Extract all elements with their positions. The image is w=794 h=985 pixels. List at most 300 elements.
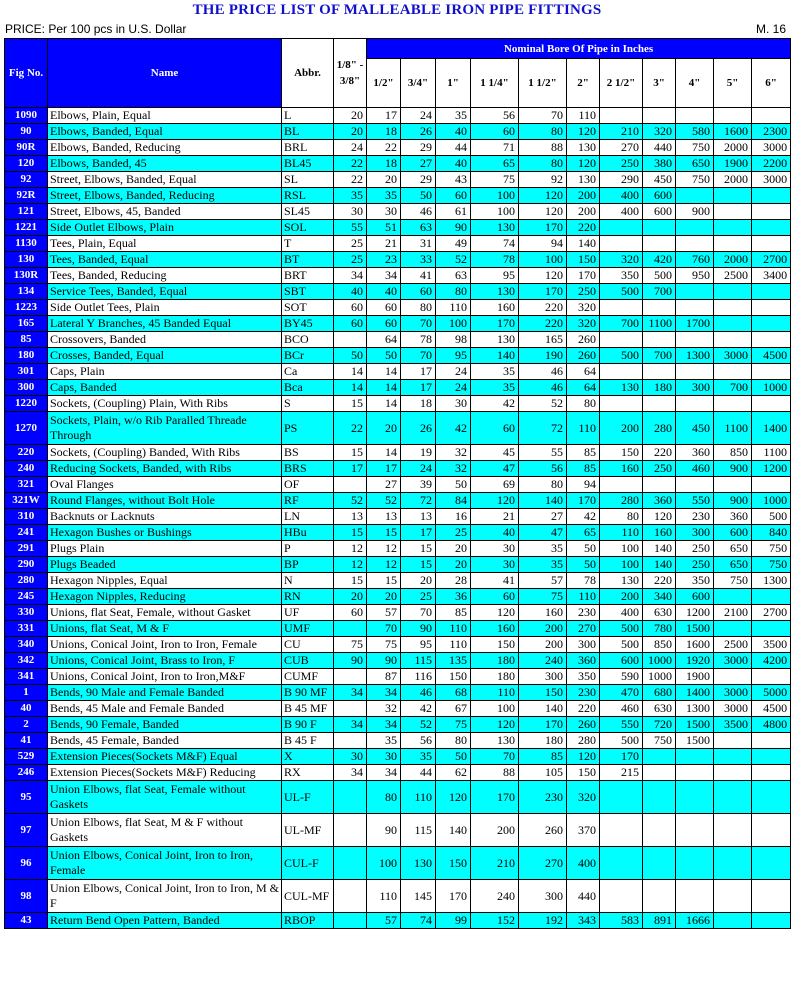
- price-cell: 46: [401, 685, 436, 701]
- price-cell: 170: [519, 717, 567, 733]
- price-cell: 230: [676, 509, 714, 525]
- table-row: [5, 653, 791, 669]
- price-cell: 1500: [676, 621, 714, 637]
- price-cell: 23: [367, 252, 401, 268]
- price-cell: [676, 220, 714, 236]
- price-cell: 170: [471, 316, 519, 332]
- header-size: 3/4": [401, 59, 436, 108]
- price-cell: 30: [367, 204, 401, 220]
- abbreviation: L: [282, 108, 334, 124]
- header-name: Name: [48, 39, 282, 108]
- price-cell: 120: [567, 749, 600, 765]
- price-cell: 80: [519, 156, 567, 172]
- fitting-name: Backnuts or Lacknuts: [48, 509, 282, 525]
- price-cell: 56: [471, 108, 519, 124]
- header-size: 5": [714, 59, 752, 108]
- table-row: [5, 669, 791, 685]
- price-cell: 1666: [676, 913, 714, 929]
- fitting-name: Unions, flat Seat, M & F: [48, 621, 282, 637]
- price-cell: 26: [401, 124, 436, 140]
- fitting-name: Union Elbows, Conical Joint, Iron to Iron, M & F: [48, 880, 282, 913]
- price-cell: 130: [567, 172, 600, 188]
- price-cell: 35: [367, 733, 401, 749]
- price-cell: [752, 814, 791, 847]
- price-cell: 20: [401, 573, 436, 589]
- price-cell: 1200: [752, 461, 791, 477]
- price-cell: 85: [567, 461, 600, 477]
- price-cell: 2700: [752, 605, 791, 621]
- price-cell: 600: [600, 653, 643, 669]
- price-cell: 650: [714, 557, 752, 573]
- price-cell: 15: [401, 557, 436, 573]
- fitting-name: Round Flanges, without Bolt Hole: [48, 493, 282, 509]
- price-cell: [752, 364, 791, 380]
- price-cell: 50: [401, 188, 436, 204]
- price-cell: 41: [401, 268, 436, 284]
- price-cell: 120: [567, 156, 600, 172]
- price-cell: 40: [436, 124, 471, 140]
- fig-number: 340: [5, 637, 48, 653]
- price-cell: 21: [367, 236, 401, 252]
- price-cell: 400: [600, 204, 643, 220]
- fig-number: 1221: [5, 220, 48, 236]
- header-size: 2 1/2": [600, 59, 643, 108]
- price-cell: 17: [367, 461, 401, 477]
- price-cell: 120: [519, 188, 567, 204]
- abbreviation: BL: [282, 124, 334, 140]
- abbreviation: CUL-F: [282, 847, 334, 880]
- fig-number: 529: [5, 749, 48, 765]
- table-row: [5, 156, 791, 172]
- price-cell: 75: [436, 717, 471, 733]
- fitting-name: Street, Elbows, Banded, Equal: [48, 172, 282, 188]
- price-cell: 15: [401, 541, 436, 557]
- price-cell: 130: [471, 284, 519, 300]
- price-cell: 180: [643, 380, 676, 396]
- abbreviation: Ca: [282, 364, 334, 380]
- price-cell: 17: [367, 108, 401, 124]
- fitting-name: Side Outlet Tees, Plain: [48, 300, 282, 316]
- price-cell: 440: [643, 140, 676, 156]
- price-cell: 51: [367, 220, 401, 236]
- price-cell: 343: [567, 913, 600, 929]
- price-cell: 85: [436, 605, 471, 621]
- table-row: [5, 717, 791, 733]
- price-cell: 320: [643, 124, 676, 140]
- fig-number: 330: [5, 605, 48, 621]
- price-cell: 891: [643, 913, 676, 929]
- price-cell: 72: [401, 493, 436, 509]
- price-cell: 14: [367, 380, 401, 396]
- price-cell: 145: [401, 880, 436, 913]
- price-cell: [643, 220, 676, 236]
- price-cell: [752, 669, 791, 685]
- price-cell: 12: [334, 557, 367, 573]
- table-row: [5, 637, 791, 653]
- price-cell: 88: [471, 765, 519, 781]
- price-cell: 70: [401, 316, 436, 332]
- abbreviation: CUB: [282, 653, 334, 669]
- price-cell: 200: [567, 188, 600, 204]
- price-cell: 360: [714, 509, 752, 525]
- price-cell: 100: [519, 252, 567, 268]
- price-cell: 2700: [752, 252, 791, 268]
- price-cell: 270: [567, 621, 600, 637]
- price-cell: 65: [567, 525, 600, 541]
- fig-number: 331: [5, 621, 48, 637]
- fig-number: 245: [5, 589, 48, 605]
- header-size: 6": [752, 59, 791, 108]
- price-cell: 99: [436, 913, 471, 929]
- price-cell: 15: [334, 396, 367, 412]
- price-cell: 35: [519, 541, 567, 557]
- table-row: [5, 124, 791, 140]
- price-cell: 80: [567, 396, 600, 412]
- price-cell: 44: [436, 140, 471, 156]
- fitting-name: Hexagon Nipples, Equal: [48, 573, 282, 589]
- price-cell: 110: [471, 685, 519, 701]
- price-cell: 60: [401, 284, 436, 300]
- price-cell: 600: [714, 525, 752, 541]
- price-cell: 33: [401, 252, 436, 268]
- price-cell: 105: [519, 765, 567, 781]
- price-cell: 3500: [752, 637, 791, 653]
- price-cell: [600, 814, 643, 847]
- price-cell: 580: [676, 124, 714, 140]
- price-table-body: [5, 108, 791, 929]
- abbreviation: BCr: [282, 348, 334, 364]
- price-cell: 90: [367, 814, 401, 847]
- price-cell: 116: [401, 669, 436, 685]
- price-cell: [643, 765, 676, 781]
- price-cell: 17: [401, 364, 436, 380]
- price-cell: [334, 781, 367, 814]
- price-cell: [714, 880, 752, 913]
- price-cell: 60: [471, 589, 519, 605]
- price-cell: [676, 749, 714, 765]
- price-cell: 700: [643, 284, 676, 300]
- price-cell: 170: [567, 493, 600, 509]
- price-cell: 150: [436, 669, 471, 685]
- price-cell: 13: [334, 509, 367, 525]
- price-cell: 34: [334, 765, 367, 781]
- price-cell: 750: [676, 172, 714, 188]
- price-cell: 1500: [676, 717, 714, 733]
- price-cell: [714, 749, 752, 765]
- abbreviation: UL-MF: [282, 814, 334, 847]
- price-cell: 26: [401, 412, 436, 445]
- price-cell: [600, 781, 643, 814]
- table-row: [5, 412, 791, 445]
- fitting-name: Extension Pieces(Sockets M&F) Reducing: [48, 765, 282, 781]
- price-cell: 64: [567, 364, 600, 380]
- price-cell: 22: [367, 140, 401, 156]
- price-cell: [752, 733, 791, 749]
- page-title: THE PRICE LIST OF MALLEABLE IRON PIPE FITTINGS: [192, 2, 602, 18]
- price-cell: 650: [714, 541, 752, 557]
- table-row: [5, 765, 791, 781]
- price-cell: 150: [471, 637, 519, 653]
- table-row: [5, 172, 791, 188]
- abbreviation: BP: [282, 557, 334, 573]
- price-cell: 1900: [676, 669, 714, 685]
- price-cell: 160: [519, 605, 567, 621]
- price-cell: 60: [367, 316, 401, 332]
- fig-number: 240: [5, 461, 48, 477]
- price-cell: 80: [519, 477, 567, 493]
- price-cell: 30: [334, 204, 367, 220]
- price-cell: 12: [367, 541, 401, 557]
- price-cell: 35: [401, 749, 436, 765]
- price-cell: 2100: [714, 605, 752, 621]
- price-cell: 15: [334, 525, 367, 541]
- price-cell: 460: [676, 461, 714, 477]
- price-cell: [752, 300, 791, 316]
- price-cell: 100: [367, 847, 401, 880]
- price-cell: [714, 188, 752, 204]
- price-cell: 130: [567, 140, 600, 156]
- fitting-name: Extension Pieces(Sockets M&F) Equal: [48, 749, 282, 765]
- price-cell: 260: [567, 332, 600, 348]
- price-cell: 170: [436, 880, 471, 913]
- header-size: 4": [676, 59, 714, 108]
- abbreviation: SBT: [282, 284, 334, 300]
- fitting-name: Crossovers, Banded: [48, 332, 282, 348]
- price-cell: 98: [436, 332, 471, 348]
- price-cell: 24: [436, 364, 471, 380]
- price-cell: 300: [567, 637, 600, 653]
- price-cell: [334, 913, 367, 929]
- price-cell: 92: [519, 172, 567, 188]
- fitting-name: Sockets, (Coupling) Plain, With Ribs: [48, 396, 282, 412]
- price-cell: [714, 814, 752, 847]
- price-cell: 600: [676, 589, 714, 605]
- price-cell: 18: [367, 124, 401, 140]
- price-cell: 115: [401, 814, 436, 847]
- price-cell: 150: [600, 445, 643, 461]
- price-cell: 80: [436, 284, 471, 300]
- fitting-name: Unions, Conical Joint, Iron to Iron, Female: [48, 637, 282, 653]
- price-cell: [600, 300, 643, 316]
- price-cell: 120: [471, 605, 519, 621]
- table-row: [5, 220, 791, 236]
- abbreviation: B 45 MF: [282, 701, 334, 717]
- price-cell: 63: [436, 268, 471, 284]
- table-row: [5, 749, 791, 765]
- price-cell: 1400: [676, 685, 714, 701]
- price-cell: 290: [600, 172, 643, 188]
- price-cell: [643, 781, 676, 814]
- price-cell: 150: [567, 765, 600, 781]
- abbreviation: LN: [282, 509, 334, 525]
- price-cell: 1100: [714, 412, 752, 445]
- price-cell: 3000: [714, 653, 752, 669]
- price-cell: 100: [600, 541, 643, 557]
- price-cell: 500: [643, 268, 676, 284]
- price-cell: 100: [600, 557, 643, 573]
- price-cell: 1000: [752, 493, 791, 509]
- price-cell: 35: [367, 188, 401, 204]
- price-cell: 320: [567, 316, 600, 332]
- fig-number: 130R: [5, 268, 48, 284]
- table-row: [5, 300, 791, 316]
- header-size: 1": [436, 59, 471, 108]
- price-cell: 750: [752, 557, 791, 573]
- price-cell: 200: [519, 637, 567, 653]
- price-cell: 78: [567, 573, 600, 589]
- fitting-name: Hexagon Bushes or Bushings: [48, 525, 282, 541]
- price-cell: 42: [471, 396, 519, 412]
- fitting-name: Elbows, Plain, Equal: [48, 108, 282, 124]
- price-cell: 40: [334, 284, 367, 300]
- price-cell: 320: [600, 252, 643, 268]
- price-cell: 56: [401, 733, 436, 749]
- price-cell: 210: [600, 124, 643, 140]
- price-cell: 110: [567, 589, 600, 605]
- abbreviation: RX: [282, 765, 334, 781]
- price-cell: 500: [600, 733, 643, 749]
- price-cell: [676, 847, 714, 880]
- price-cell: [600, 880, 643, 913]
- fig-number: 301: [5, 364, 48, 380]
- price-cell: [676, 236, 714, 252]
- fitting-name: Unions, Conical Joint, Brass to Iron, F: [48, 653, 282, 669]
- price-cell: 750: [643, 733, 676, 749]
- price-cell: 750: [676, 140, 714, 156]
- table-row: [5, 685, 791, 701]
- price-cell: 600: [643, 188, 676, 204]
- price-cell: [643, 396, 676, 412]
- price-cell: 42: [401, 701, 436, 717]
- price-cell: 350: [676, 573, 714, 589]
- fig-number: 241: [5, 525, 48, 541]
- abbreviation: N: [282, 573, 334, 589]
- price-cell: 360: [676, 445, 714, 461]
- price-cell: 52: [436, 252, 471, 268]
- price-cell: 75: [519, 589, 567, 605]
- abbreviation: UMF: [282, 621, 334, 637]
- abbreviation: SOL: [282, 220, 334, 236]
- price-cell: 850: [643, 637, 676, 653]
- price-cell: 1100: [643, 316, 676, 332]
- price-cell: 40: [436, 156, 471, 172]
- price-cell: 115: [401, 653, 436, 669]
- fig-number: 341: [5, 669, 48, 685]
- price-cell: 420: [643, 252, 676, 268]
- price-cell: 40: [367, 284, 401, 300]
- price-cell: 25: [436, 525, 471, 541]
- fitting-name: Return Bend Open Pattern, Banded: [48, 913, 282, 929]
- header-size: 2": [567, 59, 600, 108]
- price-cell: [676, 814, 714, 847]
- price-cell: 69: [471, 477, 519, 493]
- table-row: [5, 188, 791, 204]
- price-cell: 130: [471, 733, 519, 749]
- fitting-name: Street, Elbows, 45, Banded: [48, 204, 282, 220]
- fitting-name: Street, Elbows, Banded, Reducing: [48, 188, 282, 204]
- price-cell: 370: [567, 814, 600, 847]
- price-cell: 95: [471, 268, 519, 284]
- fitting-name: Union Elbows, flat Seat, Female without Gaskets: [48, 781, 282, 814]
- price-cell: [676, 477, 714, 493]
- price-cell: 22: [334, 172, 367, 188]
- price-cell: 2300: [752, 124, 791, 140]
- fitting-name: Bends, 90 Male and Female Banded: [48, 685, 282, 701]
- fig-number: 1223: [5, 300, 48, 316]
- table-row: [5, 557, 791, 573]
- price-cell: 94: [519, 236, 567, 252]
- price-cell: 1600: [676, 637, 714, 653]
- table-row: [5, 396, 791, 412]
- price-cell: 74: [401, 913, 436, 929]
- price-cell: 87: [367, 669, 401, 685]
- fig-number: 342: [5, 653, 48, 669]
- price-cell: [334, 669, 367, 685]
- abbreviation: BY45: [282, 316, 334, 332]
- price-cell: 230: [519, 781, 567, 814]
- price-cell: 500: [600, 621, 643, 637]
- price-cell: 1600: [714, 124, 752, 140]
- abbreviation: BCO: [282, 332, 334, 348]
- price-cell: 45: [471, 445, 519, 461]
- price-cell: 270: [600, 140, 643, 156]
- price-cell: 120: [643, 509, 676, 525]
- price-cell: 450: [676, 412, 714, 445]
- price-cell: 900: [676, 204, 714, 220]
- price-cell: 3500: [714, 717, 752, 733]
- price-cell: [334, 847, 367, 880]
- price-cell: 110: [567, 108, 600, 124]
- price-cell: 500: [752, 509, 791, 525]
- price-cell: [752, 284, 791, 300]
- price-cell: 140: [643, 557, 676, 573]
- price-cell: [714, 765, 752, 781]
- price-cell: 120: [519, 268, 567, 284]
- price-cell: 90: [436, 220, 471, 236]
- table-row: [5, 573, 791, 589]
- price-cell: 165: [519, 332, 567, 348]
- fitting-name: Elbows, Banded, Reducing: [48, 140, 282, 156]
- price-cell: 20: [334, 108, 367, 124]
- price-cell: 29: [401, 140, 436, 156]
- price-cell: 25: [334, 236, 367, 252]
- price-cell: 240: [471, 880, 519, 913]
- price-cell: 3000: [714, 701, 752, 717]
- price-cell: 24: [401, 108, 436, 124]
- fig-number: 1090: [5, 108, 48, 124]
- price-cell: 1000: [643, 669, 676, 685]
- price-cell: 280: [600, 493, 643, 509]
- abbreviation: BRS: [282, 461, 334, 477]
- price-cell: 160: [471, 621, 519, 637]
- header-size: 1 1/4": [471, 59, 519, 108]
- price-cell: 72: [519, 412, 567, 445]
- price-cell: 110: [436, 621, 471, 637]
- price-cell: 1500: [676, 733, 714, 749]
- table-row: [5, 268, 791, 284]
- price-cell: 260: [567, 348, 600, 364]
- price-cell: 590: [600, 669, 643, 685]
- price-cell: 470: [600, 685, 643, 701]
- price-cell: 200: [567, 204, 600, 220]
- price-cell: 50: [436, 477, 471, 493]
- fig-number: 41: [5, 733, 48, 749]
- fig-number: 280: [5, 573, 48, 589]
- fig-number: 43: [5, 913, 48, 929]
- price-cell: 1900: [714, 156, 752, 172]
- abbreviation: P: [282, 541, 334, 557]
- price-cell: 17: [334, 461, 367, 477]
